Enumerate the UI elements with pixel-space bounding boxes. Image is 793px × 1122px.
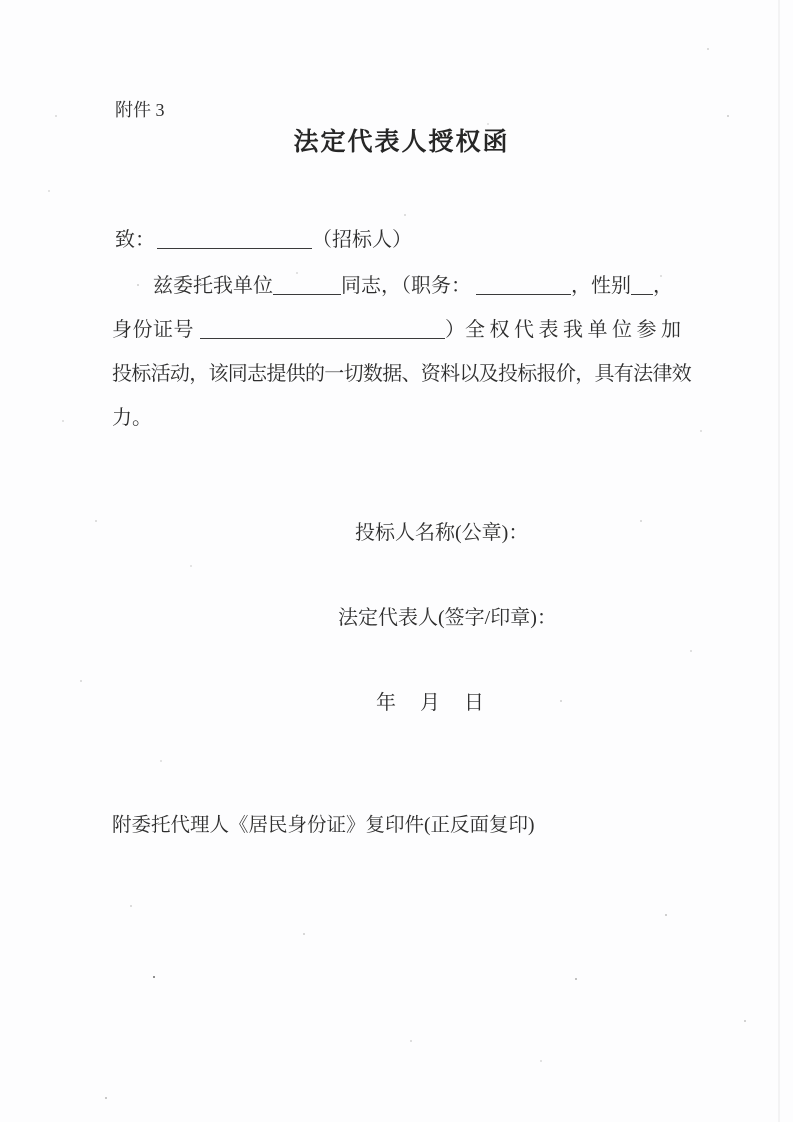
closing-paren: ） — [445, 319, 465, 341]
id-number-label: 身份证号 — [112, 319, 194, 341]
addressee-suffix: （招标人） — [312, 229, 412, 251]
bidder-name-seal-label: 投标人名称(公章)： — [355, 522, 529, 544]
delegation-text-2: 同志，（职务： — [341, 275, 471, 297]
id-number-blank-field — [200, 318, 445, 339]
date-month-label: 月 — [420, 692, 440, 714]
document-title: 法定代表人授权函 — [293, 128, 510, 156]
delegation-text-3: ，性别 — [571, 275, 631, 297]
delegation-text-1: 兹委托我单位 — [153, 275, 273, 297]
id-number-line — [112, 317, 686, 343]
date-day-label: 日 — [464, 692, 484, 714]
scan-noise-speckles — [0, 0, 2, 2]
delegate-name-blank-field — [273, 274, 341, 295]
addressee-blank-field — [157, 228, 312, 249]
addressee-line — [115, 227, 412, 253]
gender-blank-field — [631, 274, 653, 295]
addressee-prefix: 致： — [115, 229, 155, 251]
attachment-note: 附委托代理人《居民身份证》复印件(正反面复印) — [112, 815, 535, 836]
date-year-label: 年 — [376, 692, 396, 714]
delegation-text-4: ， — [653, 275, 673, 297]
position-blank-field — [476, 274, 571, 295]
delegation-line — [153, 273, 673, 299]
legal-representative-signature-label: 法定代表人(签字/印章)： — [338, 607, 557, 629]
attachment-label: 附件 3 — [115, 100, 165, 120]
authorization-text: 全权代表我单位参加 — [465, 319, 686, 341]
body-text-line-4: 投标活动，该同志提供的一切数据、资料以及投标报价，具有法律效 — [112, 363, 691, 385]
body-text-line-5: 力。 — [112, 407, 152, 429]
scan-edge-shadow — [778, 0, 780, 1122]
date-line — [376, 690, 484, 716]
